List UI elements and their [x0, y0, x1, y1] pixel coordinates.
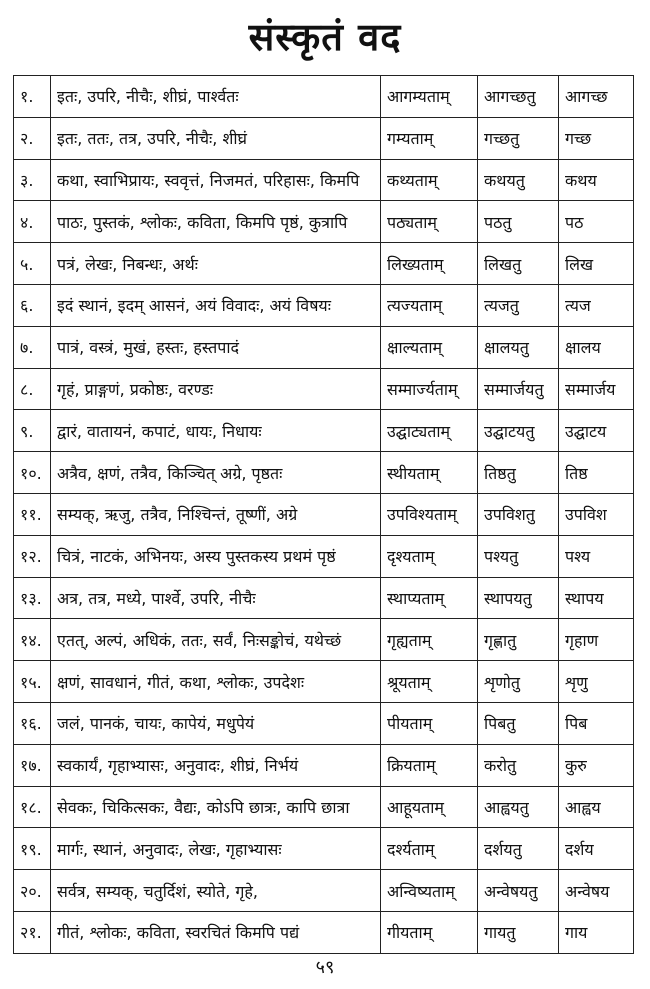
third-person-imperative-cell: करोतु [478, 744, 559, 786]
table-row [14, 326, 634, 368]
word-list-cell: अत्रैव, क्षणं, तत्रैव, किञ्चित् अग्रे, पृष्ठतः [51, 452, 381, 494]
table-row [14, 702, 634, 744]
row-number: ७. [14, 326, 51, 368]
word-list-cell: अत्र, तत्र, मध्ये, पार्श्वे, उपरि, नीचैः [51, 577, 381, 619]
second-person-imperative-cell: पठ [559, 201, 634, 243]
passive-imperative-cell: स्थाप्यताम् [381, 577, 478, 619]
second-person-imperative-cell: क्षालय [559, 326, 634, 368]
table-body [14, 76, 634, 954]
table-row [14, 410, 634, 452]
table-row [14, 117, 634, 159]
second-person-imperative-cell: गाय [559, 911, 634, 953]
passive-imperative-cell: उपविश्यताम् [381, 493, 478, 535]
word-list-cell: इतः, ततः, तत्र, उपरि, नीचैः, शीघ्रं [51, 117, 381, 159]
vocabulary-table [13, 75, 634, 954]
word-list-cell: द्वारं, वातायनं, कपाटं, धायः, निधायः [51, 410, 381, 452]
table-row [14, 661, 634, 703]
second-person-imperative-cell: गच्छ [559, 117, 634, 159]
row-number: १८. [14, 786, 51, 828]
passive-imperative-cell: कथ्यताम् [381, 159, 478, 201]
row-number: १०. [14, 452, 51, 494]
second-person-imperative-cell: दर्शय [559, 828, 634, 870]
second-person-imperative-cell: स्थापय [559, 577, 634, 619]
third-person-imperative-cell: पिबतु [478, 702, 559, 744]
second-person-imperative-cell: आह्वय [559, 786, 634, 828]
second-person-imperative-cell: कथय [559, 159, 634, 201]
table-row [14, 577, 634, 619]
passive-imperative-cell: क्रियताम् [381, 744, 478, 786]
second-person-imperative-cell: आगच्छ [559, 76, 634, 118]
table-row [14, 201, 634, 243]
third-person-imperative-cell: उपविशतु [478, 493, 559, 535]
second-person-imperative-cell: पश्य [559, 535, 634, 577]
word-list-cell: मार्गः, स्थानं, अनुवादः, लेखः, गृहाभ्यासः [51, 828, 381, 870]
third-person-imperative-cell: सम्मार्जयतु [478, 368, 559, 410]
third-person-imperative-cell: गृह्णातु [478, 619, 559, 661]
word-list-cell: गृहं, प्राङ्गणं, प्रकोष्ठः, वरण्डः [51, 368, 381, 410]
third-person-imperative-cell: त्यजतु [478, 284, 559, 326]
row-number: ६. [14, 284, 51, 326]
word-list-cell: क्षणं, सावधानं, गीतं, कथा, श्लोकः, उपदेशः [51, 661, 381, 703]
word-list-cell: गीतं, श्लोकः, कविता, स्वरचितं किमपि पद्यं [51, 911, 381, 953]
second-person-imperative-cell: पिब [559, 702, 634, 744]
word-list-cell: सेवकः, चिकित्सकः, वैद्यः, कोऽपि छात्रः, कापि छात्रा [51, 786, 381, 828]
third-person-imperative-cell: पठतु [478, 201, 559, 243]
row-number: १४. [14, 619, 51, 661]
second-person-imperative-cell: कुरु [559, 744, 634, 786]
second-person-imperative-cell: उद्घाटय [559, 410, 634, 452]
third-person-imperative-cell: अन्वेषयतु [478, 870, 559, 912]
table-row [14, 828, 634, 870]
passive-imperative-cell: गृह्यताम् [381, 619, 478, 661]
table-row [14, 284, 634, 326]
row-number: १७. [14, 744, 51, 786]
second-person-imperative-cell: तिष्ठ [559, 452, 634, 494]
passive-imperative-cell: पठ्यताम् [381, 201, 478, 243]
table-row [14, 493, 634, 535]
word-list-cell: इतः, उपरि, नीचैः, शीघ्रं, पार्श्वतः [51, 76, 381, 118]
passive-imperative-cell: क्षाल्यताम् [381, 326, 478, 368]
row-number: २०. [14, 870, 51, 912]
row-number: ११. [14, 493, 51, 535]
passive-imperative-cell: गम्यताम् [381, 117, 478, 159]
table-row [14, 76, 634, 118]
passive-imperative-cell: स्थीयताम् [381, 452, 478, 494]
row-number: २. [14, 117, 51, 159]
row-number: १२. [14, 535, 51, 577]
third-person-imperative-cell: तिष्ठतु [478, 452, 559, 494]
word-list-cell: इदं स्थानं, इदम् आसनं, अयं विवादः, अयं विषयः [51, 284, 381, 326]
row-number: २१. [14, 911, 51, 953]
passive-imperative-cell: आगम्यताम् [381, 76, 478, 118]
passive-imperative-cell: दृश्यताम् [381, 535, 478, 577]
second-person-imperative-cell: लिख [559, 243, 634, 285]
page-number: ५९ [315, 957, 335, 978]
passive-imperative-cell: उद्घाट्यताम् [381, 410, 478, 452]
third-person-imperative-cell: पश्यतु [478, 535, 559, 577]
row-number: १. [14, 76, 51, 118]
table-row [14, 786, 634, 828]
table-row [14, 744, 634, 786]
passive-imperative-cell: दर्श्यताम् [381, 828, 478, 870]
third-person-imperative-cell: आगच्छतु [478, 76, 559, 118]
table-row [14, 243, 634, 285]
row-number: १३. [14, 577, 51, 619]
row-number: ३. [14, 159, 51, 201]
passive-imperative-cell: गीयताम् [381, 911, 478, 953]
passive-imperative-cell: सम्मार्ज्यताम् [381, 368, 478, 410]
row-number: ९. [14, 410, 51, 452]
passive-imperative-cell: श्रूयताम् [381, 661, 478, 703]
row-number: १९. [14, 828, 51, 870]
third-person-imperative-cell: गच्छतु [478, 117, 559, 159]
third-person-imperative-cell: उद्घाटयतु [478, 410, 559, 452]
third-person-imperative-cell: स्थापयतु [478, 577, 559, 619]
row-number: ८. [14, 368, 51, 410]
page-title: संस्कृतं वद [248, 15, 402, 59]
word-list-cell: पाठः, पुस्तकं, श्लोकः, कविता, किमपि पृष्ठं, कुत्रापि [51, 201, 381, 243]
word-list-cell: कथा, स्वाभिप्रायः, स्ववृत्तं, निजमतं, परिहासः, किमपि [51, 159, 381, 201]
third-person-imperative-cell: क्षालयतु [478, 326, 559, 368]
word-list-cell: पत्रं, लेखः, निबन्धः, अर्थः [51, 243, 381, 285]
second-person-imperative-cell: शृणु [559, 661, 634, 703]
word-list-cell: सर्वत्र, सम्यक्, चतुर्दिशं, स्योते, गृहे, [51, 870, 381, 912]
passive-imperative-cell: अन्विष्यताम् [381, 870, 478, 912]
word-list-cell: चित्रं, नाटकं, अभिनयः, अस्य पुस्तकस्य प्रथमं पृष्ठं [51, 535, 381, 577]
row-number: ५. [14, 243, 51, 285]
passive-imperative-cell: लिख्यताम् [381, 243, 478, 285]
third-person-imperative-cell: आह्वयतु [478, 786, 559, 828]
row-number: १६. [14, 702, 51, 744]
row-number: १५. [14, 661, 51, 703]
second-person-imperative-cell: त्यज [559, 284, 634, 326]
word-list-cell: स्वकार्यं, गृहाभ्यासः, अनुवादः, शीघ्रं, निर्भयं [51, 744, 381, 786]
third-person-imperative-cell: कथयतु [478, 159, 559, 201]
third-person-imperative-cell: दर्शयतु [478, 828, 559, 870]
word-list-cell: सम्यक्, ऋजु, तत्रैव, निश्चिन्तं, तूष्णीं, अग्रे [51, 493, 381, 535]
table-row [14, 535, 634, 577]
table-row [14, 159, 634, 201]
table-row [14, 870, 634, 912]
third-person-imperative-cell: गायतु [478, 911, 559, 953]
table-row [14, 911, 634, 953]
third-person-imperative-cell: शृणोतु [478, 661, 559, 703]
word-list-cell: एतत्, अल्पं, अधिकं, ततः, सर्वं, निःसङ्कोचं, यथेच्छं [51, 619, 381, 661]
second-person-imperative-cell: अन्वेषय [559, 870, 634, 912]
table-row [14, 452, 634, 494]
passive-imperative-cell: पीयताम् [381, 702, 478, 744]
row-number: ४. [14, 201, 51, 243]
passive-imperative-cell: आहूयताम् [381, 786, 478, 828]
second-person-imperative-cell: गृहाण [559, 619, 634, 661]
passive-imperative-cell: त्यज्यताम् [381, 284, 478, 326]
table-row [14, 619, 634, 661]
second-person-imperative-cell: सम्मार्जय [559, 368, 634, 410]
word-list-cell: पात्रं, वस्त्रं, मुखं, हस्तः, हस्तपादं [51, 326, 381, 368]
table-row [14, 368, 634, 410]
word-list-cell: जलं, पानकं, चायः, कापेयं, मधुपेयं [51, 702, 381, 744]
second-person-imperative-cell: उपविश [559, 493, 634, 535]
third-person-imperative-cell: लिखतु [478, 243, 559, 285]
